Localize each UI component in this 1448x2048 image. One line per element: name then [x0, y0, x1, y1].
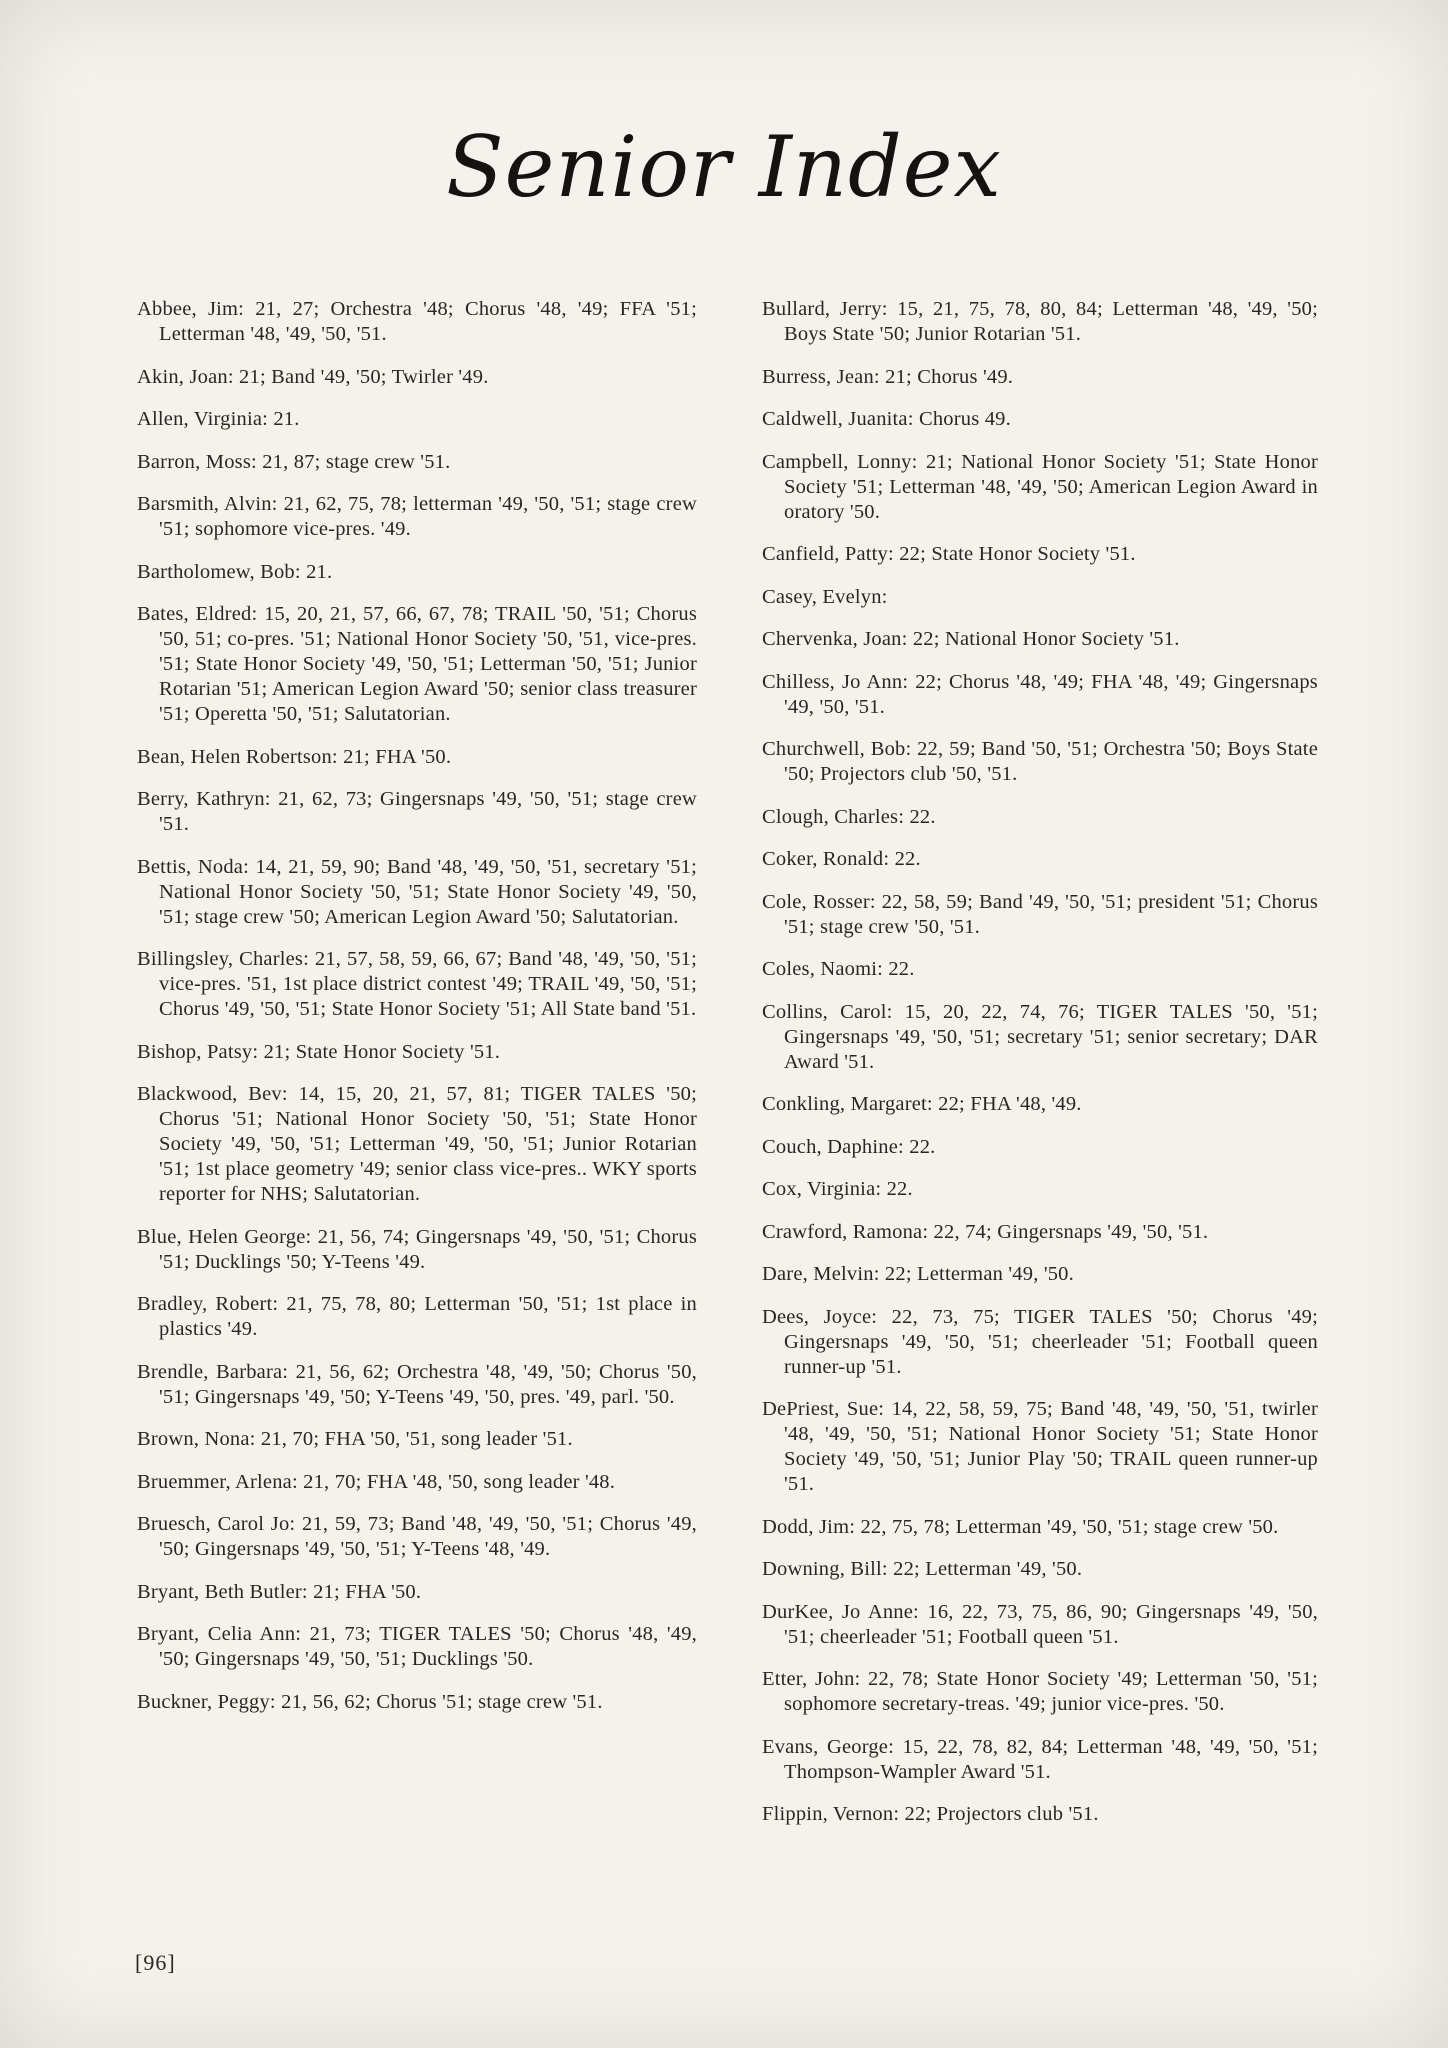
index-entry: Allen, Virginia: 21. [137, 408, 300, 430]
index-entry: Canfield, Patty: 22; State Honor Society '51. [762, 543, 1136, 565]
index-entry: Casey, Evelyn: [762, 585, 888, 608]
index-entry: Campbell, Lonny: 21; National Honor Society '51; State Honor Society '51; Letterman '48, '49, '50; American Legion Award in oratory '50. [762, 450, 1318, 523]
index-entry: Brown, Nona: 21, 70; FHA '50, '51, song leader '51. [137, 1428, 573, 1450]
index-entry: Chervenka, Joan: 22; National Honor Society '51. [762, 628, 1180, 650]
index-entry: Barron, Moss: 21, 87; stage crew '51. [137, 450, 451, 473]
page-title: Senior Index [446, 118, 1002, 216]
index-entry: Bryant, Celia Ann: 21, 73; TIGER TALES '50; Chorus '48, '49, '50; Gingersnaps '49, '50, '51; Ducklings '50. [137, 1623, 697, 1670]
index-entry: Abbee, Jim: 21, 27; Orchestra '48; Chorus '48, '49; FFA '51; Letterman '48, '49, '50, '51. [137, 298, 697, 345]
index-entry: Berry, Kathryn: 21, 62, 73; Gingersnaps '49, '50, '51; stage crew '51. [137, 788, 697, 835]
index-entry: Blackwood, Bev: 14, 15, 20, 21, 57, 81; TIGER TALES '50; Chorus '51; National Honor Society '50, '51; State Honor Society '49, '50, '51; Letterman '49, '50, '51; Junior Rotarian '51; 1st place geometry '49; senior class vice-pres.. WKY sports reporter for NHS; Salutatorian. [137, 1083, 697, 1205]
index-entry: Bruesch, Carol Jo: 21, 59, 73; Band '48, '49, '50, '51; Chorus '49, '50; Gingersnaps '49, '50, '51; Y-Teens '48, '49. [137, 1513, 697, 1560]
index-entry: Coles, Naomi: 22. [762, 958, 915, 980]
index-entry: Chilless, Jo Ann: 22; Chorus '48, '49; FHA '48, '49; Gingersnaps '49, '50, '51. [762, 670, 1318, 718]
index-entry: Bradley, Robert: 21, 75, 78, 80; Letterman '50, '51; 1st place in plastics '49. [137, 1293, 697, 1340]
index-entry: Churchwell, Bob: 22, 59; Band '50, '51; Orchestra '50; Boys State '50; Projectors club '50, '51. [762, 738, 1318, 785]
page-number: [96] [135, 1950, 176, 1975]
index-entry: Bishop, Patsy: 21; State Honor Society '51. [137, 1040, 501, 1063]
index-entry: Caldwell, Juanita: Chorus 49. [762, 408, 1011, 430]
index-entry: DePriest, Sue: 14, 22, 58, 59, 75; Band '48, '49, '50, '51, twirler '48, '49, '50, '51; National Honor Society '51; State Honor Society '49, '50, '51; Junior Play '50; TRAIL queen runner-up '51. [762, 1398, 1318, 1495]
index-entry: Akin, Joan: 21; Band '49, '50; Twirler '49. [137, 365, 489, 388]
index-entry: Barsmith, Alvin: 21, 62, 75, 78; letterman '49, '50, '51; stage crew '51; sophomore vice-pres. '49. [137, 493, 697, 540]
index-entry: Dare, Melvin: 22; Letterman '49, '50. [762, 1263, 1074, 1285]
index-entry: Burress, Jean: 21; Chorus '49. [762, 365, 1014, 388]
index-column-left [137, 297, 697, 1732]
index-entry: DurKee, Jo Anne: 16, 22, 73, 75, 86, 90; Gingersnaps '49, '50, '51; cheerleader '51; Football queen '51. [762, 1600, 1318, 1648]
index-entry: Buckner, Peggy: 21, 56, 62; Chorus '51; stage crew '51. [137, 1690, 603, 1713]
index-entry: Coker, Ronald: 22. [762, 848, 921, 870]
index-column-right [762, 297, 1318, 1845]
index-entry: Crawford, Ramona: 22, 74; Gingersnaps '49, '50, '51. [762, 1220, 1209, 1243]
index-entry: Dodd, Jim: 22, 75, 78; Letterman '49, '50, '51; stage crew '50. [762, 1515, 1279, 1538]
index-entry: Brendle, Barbara: 21, 56, 62; Orchestra '48, '49, '50; Chorus '50, '51; Gingersnaps '49, '50; Y-Teens '49, '50, pres. '49, parl. '50. [137, 1360, 697, 1408]
index-entry: Etter, John: 22, 78; State Honor Society '49; Letterman '50, '51; sophomore secretary-treas. '49; junior vice-pres. '50. [762, 1668, 1318, 1715]
index-entry: Bartholomew, Bob: 21. [137, 560, 333, 583]
index-entry: Bullard, Jerry: 15, 21, 75, 78, 80, 84; Letterman '48, '49, '50; Boys State '50; Junior Rotarian '51. [762, 298, 1318, 345]
index-entry: Billingsley, Charles: 21, 57, 58, 59, 66, 67; Band '48, '49, '50, '51; vice-pres. '51, 1st place district contest '49; TRAIL '49, '50, '51; Chorus '49, '50, '51; State Honor Society '51; All State band '51. [137, 948, 697, 1020]
index-entry: Conkling, Margaret: 22; FHA '48, '49. [762, 1093, 1082, 1115]
index-entry: Evans, George: 15, 22, 78, 82, 84; Letterman '48, '49, '50, '51; Thompson-Wampler Award '51. [762, 1735, 1318, 1783]
index-entry: Downing, Bill: 22; Letterman '49, '50. [762, 1558, 1083, 1580]
index-entry: Blue, Helen George: 21, 56, 74; Gingersnaps '49, '50, '51; Chorus '51; Ducklings '50; Y-Teens '49. [137, 1225, 697, 1273]
index-entry: Bryant, Beth Butler: 21; FHA '50. [137, 1580, 422, 1603]
index-entry: Bates, Eldred: 15, 20, 21, 57, 66, 67, 78; TRAIL '50, '51; Chorus '50, 51; co-pres. '51; National Honor Society '50, '51, vice-pres. '51; State Honor Society '49, '50, '51; Letterman '50, '51; Junior Rotarian '51; American Legion Award '50; senior class treasurer '51; Operetta '50, '51; Salutatorian. [137, 603, 697, 725]
index-entry: Bean, Helen Robertson: 21; FHA '50. [137, 745, 452, 768]
index-entry: Couch, Daphine: 22. [762, 1135, 936, 1158]
index-entry: Cox, Virginia: 22. [762, 1178, 913, 1200]
index-entry: Dees, Joyce: 22, 73, 75; TIGER TALES '50; Chorus '49; Gingersnaps '49, '50, '51; cheerleader '51; Football queen runner-up '51. [762, 1305, 1318, 1378]
index-entry: Flippin, Vernon: 22; Projectors club '51. [762, 1803, 1099, 1825]
index-entry: Cole, Rosser: 22, 58, 59; Band '49, '50, '51; president '51; Chorus '51; stage crew '50, '51. [762, 890, 1318, 938]
index-entry: Collins, Carol: 15, 20, 22, 74, 76; TIGER TALES '50, '51; Gingersnaps '49, '50, '51; secretary '51; senior secretary; DAR Award '51. [762, 1000, 1318, 1073]
index-entry: Bettis, Noda: 14, 21, 59, 90; Band '48, '49, '50, '51, secretary '51; National Honor Society '50, '51; State Honor Society '49, '50, '51; stage crew '50; American Legion Award '50; Salutatorian. [137, 855, 697, 928]
index-entry: Clough, Charles: 22. [762, 805, 936, 828]
index-entry: Bruemmer, Arlena: 21, 70; FHA '48, '50, song leader '48. [137, 1470, 616, 1493]
